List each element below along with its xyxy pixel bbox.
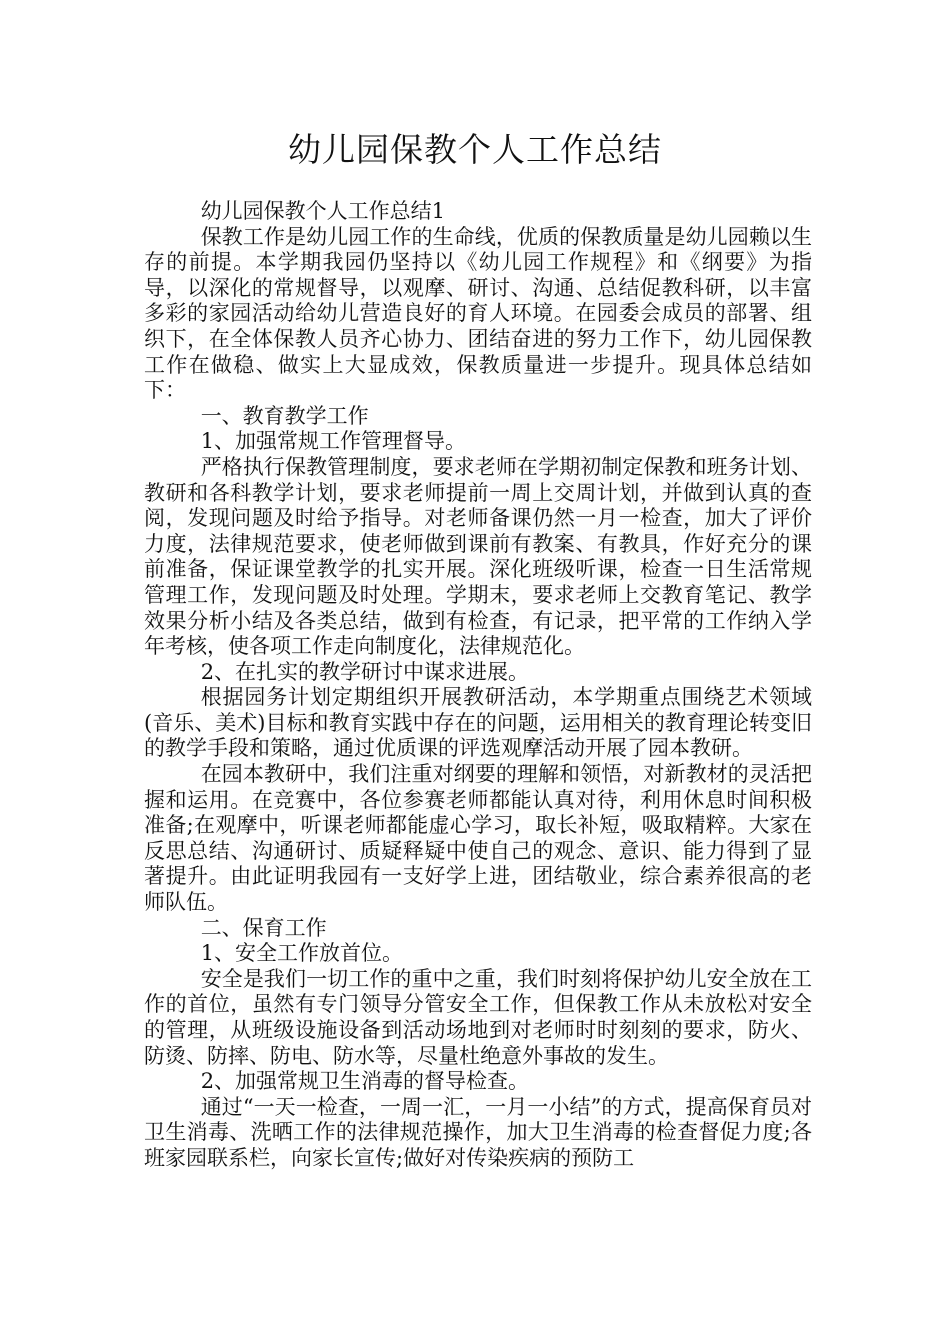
paragraph: 安全是我们一切工作的重中之重，我们时刻将保护幼儿安全放在工作的首位，虽然有专门领导分管安全工作，但保教工作从未放松对安全的管理，从班级设施设备到活动场地到对老师时时刻刻的要求，防火、防烫、防摔、防电、防水等，尽量杜绝意外事故的发生。 — [144, 966, 812, 1068]
subsection-heading: 2、在扎实的教学研讨中谋求进展。 — [200, 659, 530, 684]
paragraph: 严格执行保教管理制度，要求老师在学期初制定保教和班务计划、教研和各科教学计划，要求老师提前一周上交周计划，并做到认真的查阅，发现问题及时给予指导。对老师备课仍然一月一检查，加大了评价力度，法律规范要求，使老师做到课前有教案、有教具，作好充分的课前准备，保证课堂教学的扎实开展。深化班级听课，检查一日生活常规管理工作，发现问题及时处理。学期末，要求老师上交教育笔记、教学效果分析小结及各类总结，做到有检查，有记录，把平常的工作纳入学年考核，使各项工作走向制度化，法律规范化。 — [144, 454, 812, 659]
subsection-heading: 2、加强常规卫生消毒的督导检查。 — [200, 1069, 530, 1094]
paragraph: 通过“一天一检查，一周一汇，一月一小结”的方式，提高保育员对卫生消毒、洗晒工作的法律规范操作，加大卫生消毒的检查督促力度;各班家园联系栏，向家长宣传;做好对传染疾病的预防工 — [144, 1094, 812, 1170]
section-heading: 幼儿园保教个人工作总结1 — [200, 199, 446, 223]
paragraph: 根据园务计划定期组织开展教研活动，本学期重点围绕艺术领域(音乐、美术)目标和教育实践中存在的问题，运用相关的教育理论转变旧的教学手段和策略，通过优质课的评选观摩活动开展了园本教研。 — [144, 685, 812, 761]
paragraph: 在园本教研中，我们注重对纲要的理解和领悟，对新教材的灵活把握和运用。在竞赛中，各位参赛老师都能认真对待，利用休息时间积极准备;在观摩中，听课老师都能虚心学习，取长补短，吸取精粹。大家在反思总结、沟通研讨、质疑释疑中使自己的观念、意识、能力得到了显著提升。由此证明我园有一支好学上进，团结敬业，综合素养很高的老师队伍。 — [144, 762, 812, 915]
subsection-heading: 1、加强常规工作管理督导。 — [200, 429, 467, 454]
paragraph: 保教工作是幼儿园工作的生命线，优质的保教质量是幼儿园赖以生存的前提。本学期我园仍坚持以《幼儿园工作规程》和《纲要》为指导，以深化的常规督导，以观摩、研讨、沟通、总结促教科研，以丰富多彩的家园活动给幼儿营造良好的育人环境。在园委会成员的部署、组织下，在全体保教人员齐心协力、团结奋进的努力工作下，幼儿园保教工作在做稳、做实上大显成效，保教质量进一步提升。现具体总结如下： — [144, 224, 812, 403]
document-title: 幼儿园保教个人工作总结 — [288, 130, 662, 169]
subsection-heading: 1、安全工作放首位。 — [200, 941, 404, 966]
document-body — [144, 199, 812, 1172]
section-heading: 二、保育工作 — [200, 915, 327, 940]
section-heading: 一、教育教学工作 — [200, 403, 369, 428]
